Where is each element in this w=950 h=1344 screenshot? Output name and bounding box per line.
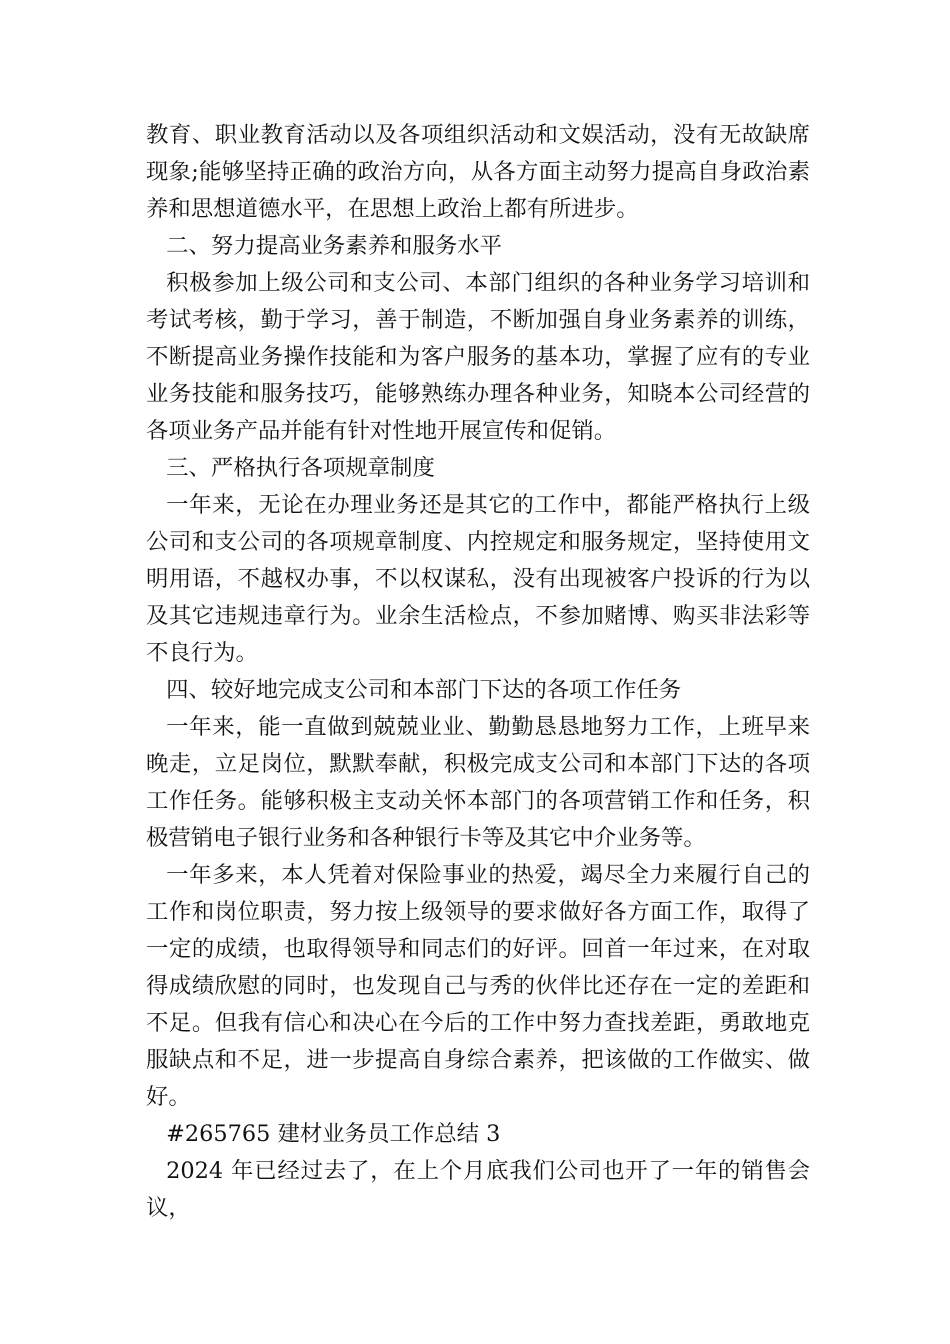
section-heading-4: 四、较好地完成支公司和本部门下达的各项工作任务 — [166, 677, 682, 703]
paragraph-section-4: 一年来，能一直做到兢兢业业、勤勤恳恳地努力工作，上班早来晚走，立足岗位，默默奉献，积极完成支公司和本部门下达的各项工作任务。能够积极主支动关怀本部门的各项营销工作和任务，积极营销电子银行业务和各种银行卡等及其它中介业务等。 — [146, 714, 810, 851]
section-heading-2: 二、努力提高业务素养和服务水平 — [166, 233, 503, 259]
document-body — [146, 117, 810, 1227]
article-title-3: #265765 建材业务员工作总结 3 — [166, 1121, 501, 1147]
paragraph-intro-continued: 教育、职业教育活动以及各项组织活动和文娱活动，没有无故缺席现象;能够坚持正确的政治方向，从各方面主动努力提高自身政治素养和思想道德水平，在思想上政治上都有所进步。 — [146, 122, 810, 222]
paragraph-summary: 一年多来，本人凭着对保险事业的热爱，竭尽全力来履行自己的工作和岗位职责，努力按上级领导的要求做好各方面工作，取得了一定的成绩，也取得领导和同志们的好评。回首一年过来，在对取得成绩欣慰的同时，也发现自己与秀的伙伴比还存在一定的差距和不足。但我有信心和决心在今后的工作中努力查找差距，勇敢地克服缺点和不足，进一步提高自身综合素养，把该做的工作做实、做好。 — [146, 862, 810, 1110]
paragraph-section-3: 一年来，无论在办理业务还是其它的工作中，都能严格执行上级公司和支公司的各项规章制度、内控规定和服务规定，坚持使用文明用语，不越权办事，不以权谋私，没有出现被客户投诉的行为以及其它违规违章行为。业余生活检点，不参加赌博、购买非法彩等不良行为。 — [146, 492, 810, 666]
paragraph-article-3-start: 2024 年已经过去了，在上个月底我们公司也开了一年的销售会议， — [146, 1158, 810, 1221]
section-heading-3: 三、严格执行各项规章制度 — [166, 455, 435, 481]
paragraph-section-2: 积极参加上级公司和支公司、本部门组织的各种业务学习培训和考试考核，勤于学习，善于制造，不断加强自身业务素养的训练，不断提高业务操作技能和为客户服务的基本功，掌握了应有的专业业务技能和服务技巧，能够熟练办理各种业务，知晓本公司经营的各项业务产品并能有针对性地开展宣传和促销。 — [146, 270, 810, 444]
